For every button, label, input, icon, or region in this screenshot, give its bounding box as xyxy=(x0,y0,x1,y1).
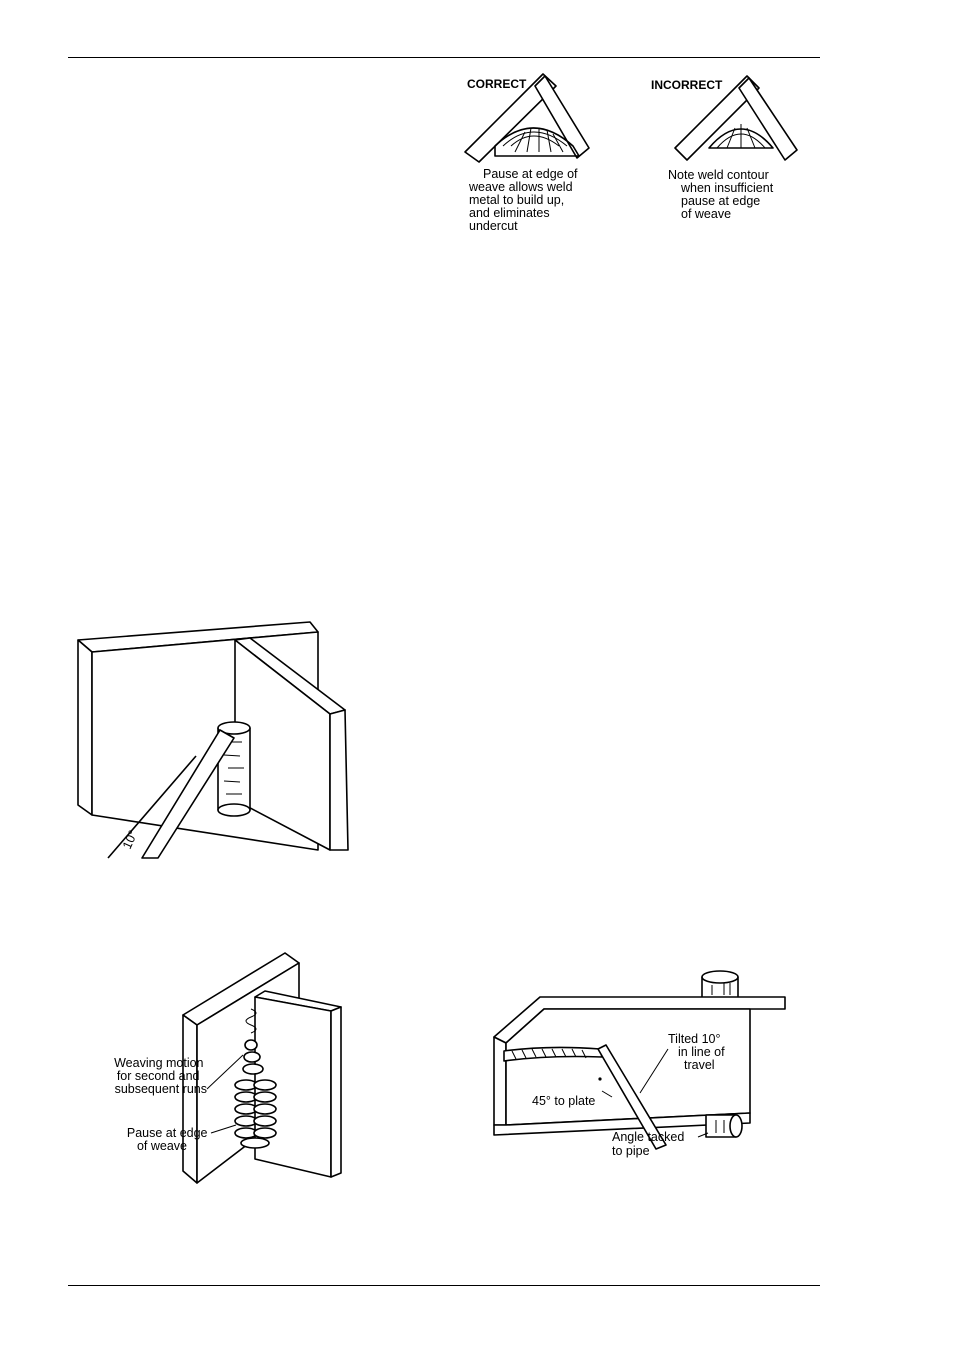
incorrect-caption: Note weld contour when insufficient pause at edge of weave xyxy=(668,168,774,221)
tack-label: Angle tacked to pipe xyxy=(612,1130,685,1158)
fillet-comparison-figure xyxy=(455,70,815,240)
plate-label: 45° to plate xyxy=(532,1094,596,1108)
weave-label: Weaving motion for second and subsequent runs xyxy=(114,1056,207,1096)
weaving-figure xyxy=(105,945,355,1190)
correct-title: CORRECT xyxy=(467,77,527,91)
incorrect-title: INCORRECT xyxy=(651,78,723,92)
correct-caption: Pause at edge of weave allows weld metal to build up, and eliminates undercut xyxy=(469,167,578,233)
pause-label: Pause at edge of weave xyxy=(126,1126,208,1153)
pipe-top xyxy=(702,971,738,999)
pipe-jig-figure xyxy=(488,965,808,1165)
footer-rule xyxy=(68,1285,820,1286)
header-rule xyxy=(68,57,820,58)
tilt-label: Tilted 10° in line of travel xyxy=(668,1032,725,1072)
angle-label: 10° xyxy=(119,828,141,852)
pipe-bottom xyxy=(706,1115,742,1137)
vertical-weld-figure xyxy=(70,610,360,860)
